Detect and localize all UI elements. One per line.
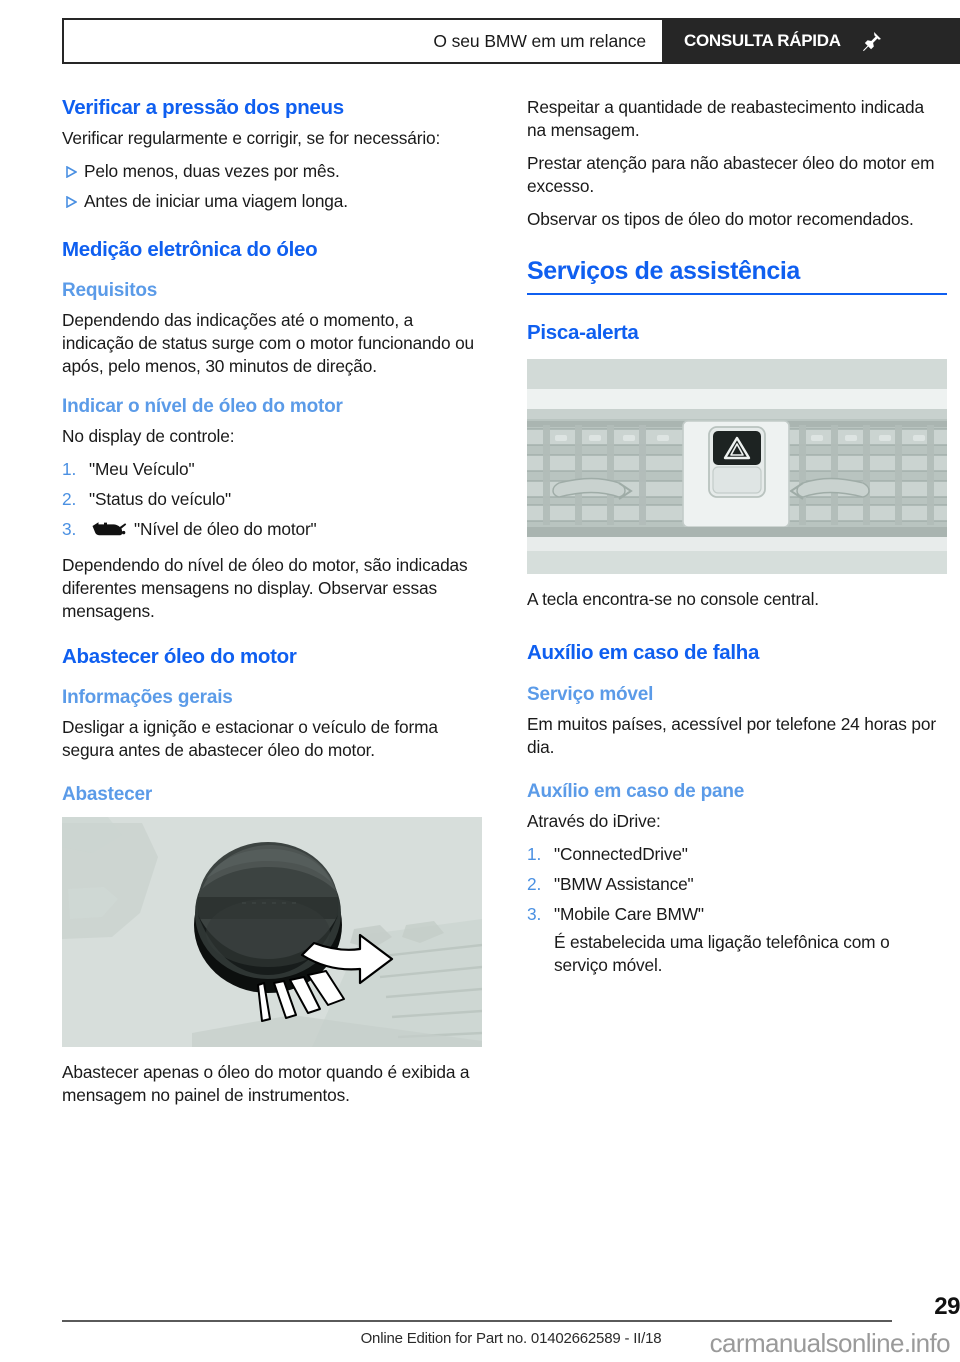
step-number: 3. xyxy=(527,903,542,924)
triangle-bullet-icon xyxy=(62,160,84,178)
paragraph-prestar-atencao: Prestar atenção para não abastecer óleo do motor em excesso. xyxy=(527,153,935,196)
paragraph-respeitar-quantidade: Respeitar a quantidade de reabastecimento indicada na mensagem. xyxy=(527,97,924,140)
subheading-abastecer: Abastecer xyxy=(62,784,153,806)
heading-abastecer-oleo-motor: Abastecer óleo do motor xyxy=(62,644,297,668)
footer-divider xyxy=(62,1320,892,1322)
list-item xyxy=(62,518,482,544)
paragraph-tire-intro: Verificar regularmente e corrigir, se for necessário: xyxy=(62,127,441,148)
heading-auxilio-caso-falha: Auxílio em caso de falha xyxy=(527,641,760,665)
step-number: 3. xyxy=(62,518,77,539)
header-section-tab[interactable] xyxy=(662,18,960,64)
oil-can-icon xyxy=(89,519,127,544)
list-item-label: "Nível de óleo do motor" xyxy=(134,518,317,539)
list-item-label: Antes de iniciar uma viagem longa. xyxy=(84,190,348,211)
list-item xyxy=(527,903,947,926)
pushpin-icon xyxy=(861,30,883,52)
heading-servicos-assistencia: Serviços de assistência xyxy=(527,257,947,295)
step-number: 1. xyxy=(527,843,542,864)
heading-verificar-pressao-pneus: Verificar a pressão dos pneus xyxy=(62,96,344,119)
list-item xyxy=(527,843,947,866)
list-item-label: "Status do veículo" xyxy=(89,488,231,509)
page-header xyxy=(62,18,960,64)
list-item-label: "Mobile Care BMW" xyxy=(554,903,704,924)
left-column xyxy=(62,96,482,1107)
auxilio-pane-note: É estabelecida uma ligação telefônica com o serviço móvel. xyxy=(554,931,890,975)
engine-oil-filler-cap-figure xyxy=(62,817,482,1047)
watermark: carmanualsonline.info xyxy=(709,1328,950,1358)
list-item-content xyxy=(89,518,482,544)
paragraph-indicar-intro: No display de controle: xyxy=(62,425,235,446)
step-number: 2. xyxy=(62,488,77,509)
subheading-servico-movel: Serviço móvel xyxy=(527,683,654,705)
figure-caption-oil-cap: Abastecer apenas o óleo do motor quando é exibida a mensagem no painel de instrumentos. xyxy=(62,1061,470,1105)
paragraph-indicar-outro: Dependendo do nível de óleo do motor, são indicadas diferentes mensagens no display. Observar essas mensagens. xyxy=(62,554,468,621)
header-chapter-tab[interactable] xyxy=(62,18,662,64)
list-item-label: "Meu Veículo" xyxy=(89,458,195,479)
step-number: 1. xyxy=(62,458,77,479)
list-item xyxy=(62,458,482,481)
tire-bullet-list xyxy=(62,160,482,213)
subheading-requisitos: Requisitos xyxy=(62,280,158,302)
page-content xyxy=(62,96,960,1107)
list-item xyxy=(62,160,482,183)
heading-medicao-eletronica-oleo: Medição eletrônica do óleo xyxy=(62,237,318,261)
list-item-label: "BMW Assistance" xyxy=(554,873,694,894)
section-title: CONSULTA RÁPIDA xyxy=(684,31,841,50)
right-column xyxy=(527,96,947,1107)
page-number: 29 xyxy=(934,1293,960,1320)
hazard-warning-button-figure xyxy=(527,359,947,574)
heading-pisca-alerta: Pisca-alerta xyxy=(527,320,639,344)
triangle-bullet-icon xyxy=(62,190,84,208)
indicar-steps-list xyxy=(62,458,482,544)
paragraph-observar-tipos: Observar os tipos de óleo do motor recomendados. xyxy=(527,209,914,229)
paragraph-auxilio-pane-intro: Através do iDrive: xyxy=(527,810,661,831)
list-item xyxy=(62,488,482,511)
figure-caption-hazard-button: A tecla encontra-se no console central. xyxy=(527,589,819,610)
list-item-label: "ConnectedDrive" xyxy=(554,843,688,864)
auxilio-pane-steps-list xyxy=(527,843,947,926)
step-number: 2. xyxy=(527,873,542,894)
subheading-auxilio-caso-pane: Auxílio em caso de pane xyxy=(527,780,745,802)
subheading-informacoes-gerais: Informações gerais xyxy=(62,687,233,709)
list-item-label: Pelo menos, duas vezes por mês. xyxy=(84,160,340,181)
paragraph-requisitos: Dependendo das indicações até o momento, a indicação de status surge com o motor funcionando ou após, pelo menos, 30 minutos de direção. xyxy=(62,309,475,376)
paragraph-informacoes-gerais: Desligar a ignição e estacionar o veículo de forma segura antes de abastecer óleo do motor. xyxy=(62,717,438,761)
subheading-indicar-nivel-oleo: Indicar o nível de óleo do motor xyxy=(62,395,343,417)
chapter-title: O seu BMW em um relance xyxy=(433,30,646,51)
edition-line: Online Edition for Part no. 01402662589 - II/18 xyxy=(360,1330,662,1347)
list-item xyxy=(527,873,947,896)
paragraph-servico-movel: Em muitos países, acessível por telefone 24 horas por dia. xyxy=(527,713,936,757)
list-item xyxy=(62,190,482,213)
